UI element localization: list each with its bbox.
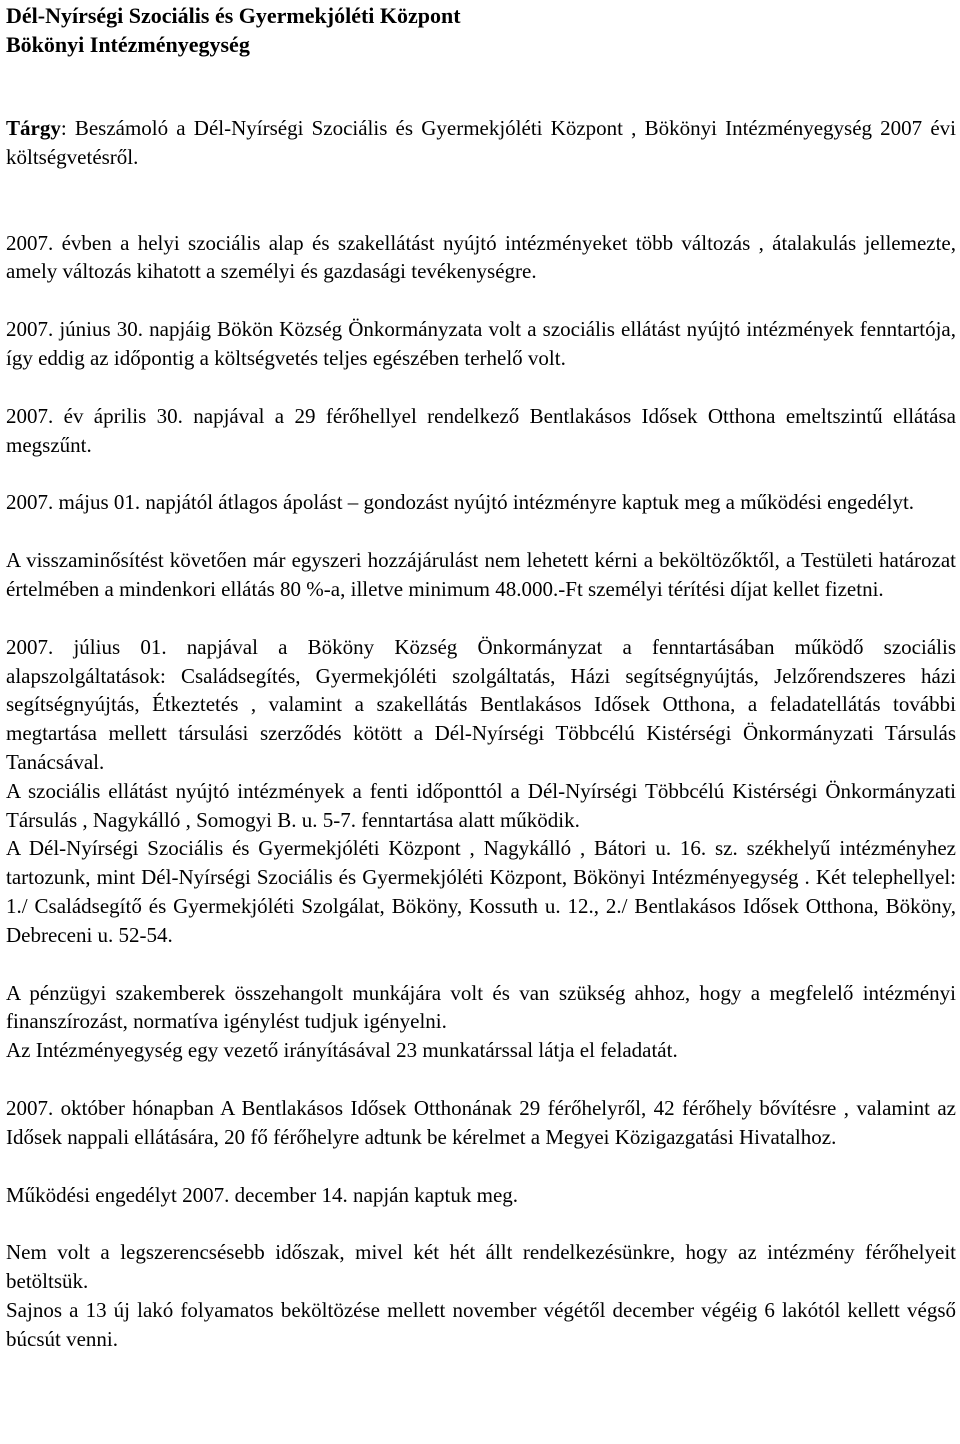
organization-name: Dél-Nyírségi Szociális és Gyermekjóléti Központ — [6, 3, 461, 28]
paragraph-july-01: 2007. július 01. napjával a Bököny Község Önkormányzat a fenntartásában működő szociális alapszolgáltatások: Családsegítés, Gyermekjóléti szolgáltatás, Házi segítségnyújtás, Jelzőrendszeres házi segítségnyújtás, Étkeztetés , valamint a szakellátás Bentlakásos Idősek Otthona, a feladatellátás további megtartása mellett társulási szerződés kötött a Dél-Nyírségi Többcélú Kistérségi Önkormányzati Társulás Tanácsával. — [6, 634, 956, 774]
paragraph-maintainer: A szociális ellátást nyújtó intézmények a fenti időponttól a Dél-Nyírségi Többcélú Kistérségi Önkormányzati Társulás , Nagykálló , Somogyi B. u. 5-7. fenntartása alatt működik. — [6, 778, 956, 832]
document-page — [6, 0, 956, 1354]
paragraph-changes-2007: 2007. évben a helyi szociális alap és szakellátást nyújtó intézményeket több változás , átalakulás jellemezte, amely változás kihatott a személyi és gazdasági tevékenységre. — [6, 230, 956, 284]
paragraph-operating-license: Működési engedélyt 2007. december 14. napján kaptuk meg. — [6, 1182, 519, 1207]
paragraph-difficult-period: Nem volt a legszerencsésebb időszak, mivel két hét állt rendelkezésünkre, hogy az intézmény férőhelyeit betöltsük. — [6, 1240, 956, 1294]
paragraph-reclassification: A visszaminősítést követően már egyszeri hozzájárulást nem lehetett kérni a beköltözőktől, a Testületi határozat értelmében a mindenkori ellátás 80 %-a, illetve minimum 48.000.-Ft személyi térítési díjat kellet fizetni. — [6, 548, 956, 601]
paragraph-residents-farewell: Sajnos a 13 új lakó folyamatos beköltözése mellett november végétől december végéig 6 lakótól kellett végső búcsút venni. — [6, 1297, 956, 1351]
unit-name: Bökönyi Intézményegység — [6, 32, 250, 57]
paragraph-may-01: 2007. május 01. napjától átlagos ápolást – gondozást nyújtó intézményre kaptuk meg a működési engedélyt. — [6, 490, 915, 515]
subject-line — [6, 114, 956, 172]
paragraph-headquarters: A Dél-Nyírségi Szociális és Gyermekjóléti Központ , Nagykálló , Bátori u. 16. sz. székhelyű intézményhez tartozunk, mint Dél-Nyírségi Szociális és Gyermekjóléti Központ, Bökönyi Intézményegység . Két telephellyel: 1./ Családsegítő és Gyermekjóléti Szolgálat, Bököny, Kossuth u. 12., 2./ Bentlakásos Idősek Otthona, Bököny, Debreceni u. 52-54. — [6, 836, 956, 947]
paragraph-staff-count: Az Intézményegység egy vezető irányításával 23 munkatárssal látja el feladatát. — [6, 1038, 678, 1063]
paragraph-june-30: 2007. június 30. napjáig Bökön Község Önkormányzata volt a szociális ellátást nyújtó intézmények fenntartója, így eddig az időpontig a költségvetés teljes egészében terhelő volt. — [6, 317, 956, 370]
subject-text: : Beszámoló a Dél-Nyírségi Szociális és Gyermekjóléti Központ , Bökönyi Intézményegység 2007 évi költségvetésről. — [6, 116, 956, 169]
document-header — [6, 0, 956, 59]
paragraph-october: 2007. október hónapban A Bentlakásos Idősek Otthonának 29 férőhelyről, 42 férőhely bővítésre , valamint az Idősek nappali ellátására, 20 fő férőhelyre adtunk be kérelmet a Megyei Közigazgatási Hivatalhoz. — [6, 1095, 956, 1149]
paragraph-finance-staff: A pénzügyi szakemberek összehangolt munkájára volt és van szükség ahhoz, hogy a megfelelő intézményi finanszírozást, normatíva igénylést tudjuk igényelni. — [6, 980, 956, 1034]
paragraph-april-30: 2007. év április 30. napjával a 29 férőhellyel rendelkező Bentlakásos Idősek Otthona emeltszintű ellátása megszűnt. — [6, 403, 956, 457]
subject-label: Tárgy — [6, 116, 61, 140]
